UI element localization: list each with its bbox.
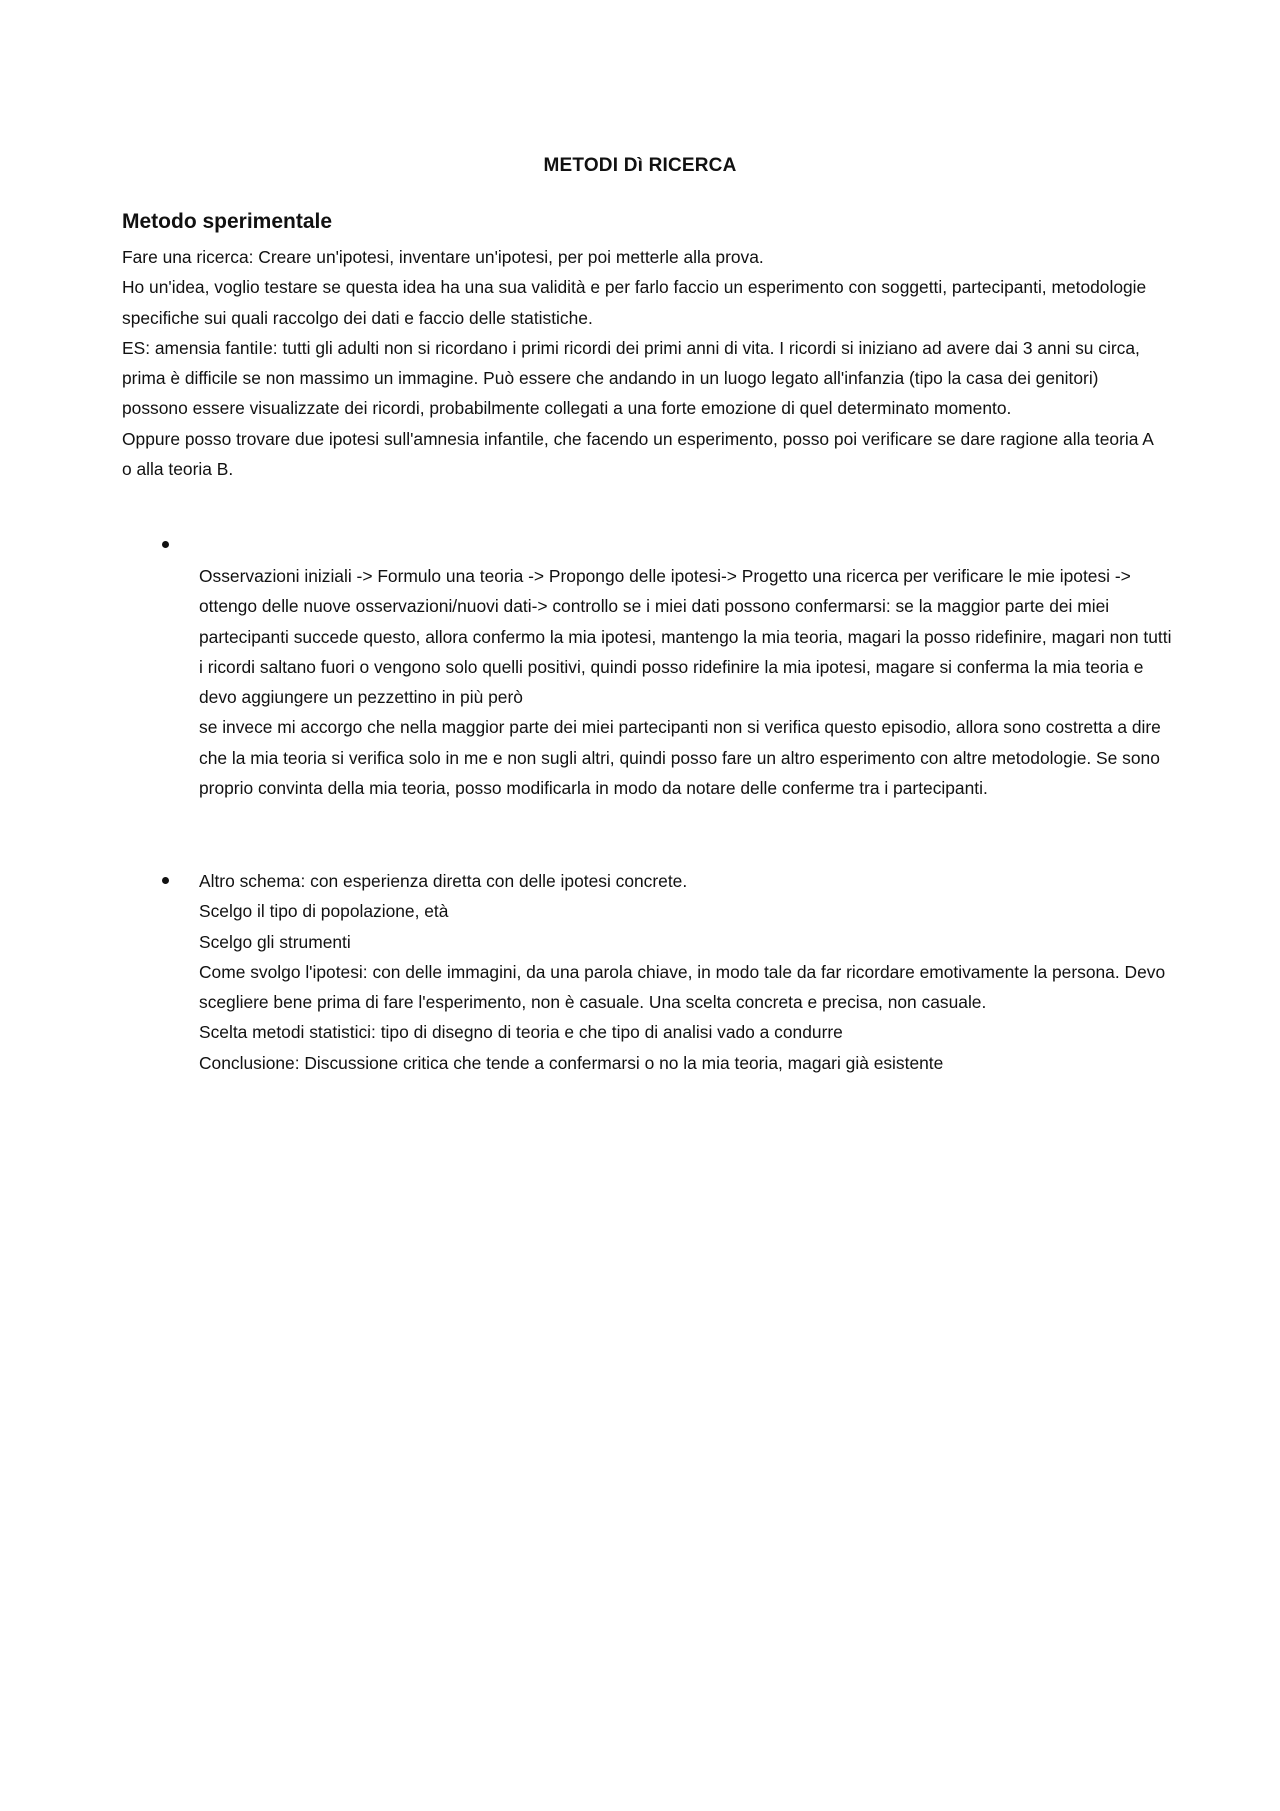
bullet-line: Scelta metodi statistici: tipo di disegno di teoria e che tipo di analisi vado a condurre	[199, 1022, 843, 1043]
bullet-line: se invece mi accorgo che nella maggior parte dei miei partecipanti non si verifica questo episodio, allora sono costretta a dire che la mia teoria si verifica solo in me e non sugli altri, quindi posso fare un altro esperimento con altre metodologie. Se sono proprio convinta della mia teoria, posso modificarla in modo da notare delle conferme tra i partecipanti.	[199, 717, 1161, 799]
bullet-line: Osservazioni iniziali -> Formulo una teoria -> Propongo delle ipotesi-> Progetto una ricerca per verificare le mie ipotesi -> ottengo delle nuove osservazioni/nuovi dati-> controllo se i miei dati possono confermarsi: se la maggior parte dei miei partecipanti succede questo, allora confermo la mia ipotesi, mantengo la mia teoria, magari la posso ridefinire, magari non tutti i ricordi saltano fuori o vengono solo quelli positivi, quindi posso ridefinire la mia ipotesi, magare si conferma la mia teoria e devo aggiungere un pezzettino in più però	[199, 566, 1172, 708]
paragraph: Oppure posso trovare due ipotesi sull'amnesia infantile, che facendo un esperimento, posso poi verificare se dare ragione alla teoria A o alla teoria B.	[122, 428, 1153, 480]
paragraph: Ho un'idea, voglio testare se questa idea ha una sua validità e per farlo faccio un esperimento con soggetti, partecipanti, metodologie specifiche sui quali raccolgo dei dati e faccio delle statistiche.	[122, 277, 1147, 328]
bullet-text	[199, 866, 1174, 1078]
intro-paragraphs	[122, 242, 1167, 484]
bullet-text	[199, 561, 1174, 803]
bullet-icon	[162, 877, 169, 884]
document-title: METODI Dì RICERCA	[543, 155, 737, 176]
paragraph: ES: amensia fantiIe: tutti gli adulti non si ricordano i primi ricordi dei primi anni di vita. I ricordi si iniziano ad avere dai 3 anni su circa, prima è difficile se non massimo un immagine. Può essere che andando in un luogo legato all'infanzia (tipo la casa dei genitori) possono essere visualizzate dei ricordi, probabilmente collegati a una forte emozione di quel determinato momento.	[122, 337, 1140, 419]
paragraph: Fare una ricerca: Creare un'ipotesi, inventare un'ipotesi, per poi metterle alla prova.	[122, 247, 764, 267]
bullet-line: Scelgo il tipo di popolazione, età	[199, 901, 449, 922]
bullet-line: Altro schema: con esperienza diretta con delle ipotesi concrete.	[199, 871, 688, 891]
bullet-line: Scelgo gli strumenti	[199, 931, 351, 952]
bullet-line: Conclusione: Discussione critica che tende a confermarsi o no la mia teoria, magari già esistente	[199, 1052, 944, 1073]
bullet-line: Come svolgo l'ipotesi: con delle immagini, da una parola chiave, in modo tale da far ricordare emotivamente la persona. Devo scegliere bene prima di fare l'esperimento, non è casuale. Una scelta concreta e precisa, non casuale.	[199, 961, 1166, 1013]
bullet-icon	[162, 541, 169, 548]
section-heading: Metodo sperimentale	[122, 210, 333, 233]
